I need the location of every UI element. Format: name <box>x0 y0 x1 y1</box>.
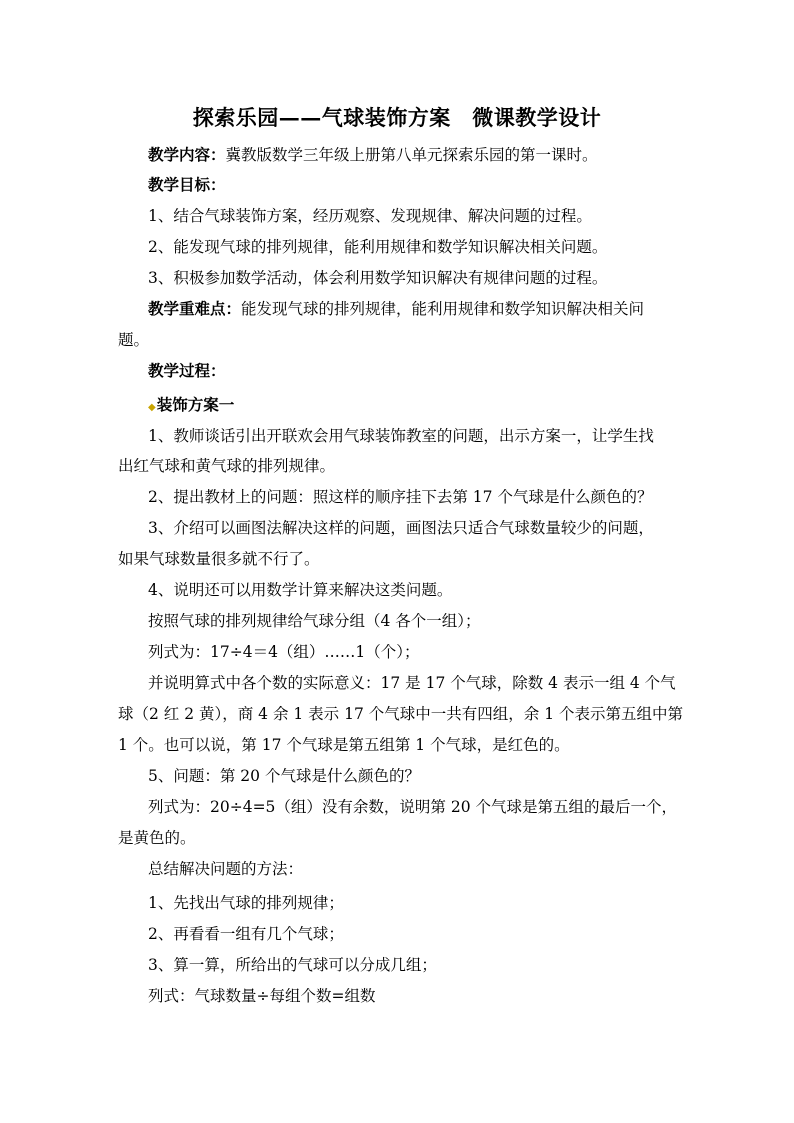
step-2: 2、提出教材上的问题：照这样的顺序挂下去第 17 个气球是什么颜色的？ <box>148 488 653 506</box>
step-3-line-1: 3、介绍可以画图法解决这样的问题，画图法只适合气球数量较少的问题， <box>148 519 654 537</box>
summary-formula: 列式：气球数量÷每组个数=组数 <box>148 987 376 1005</box>
step-3-line-2: 如果气球数量很多就不行了。 <box>118 550 320 568</box>
step-1-line-2: 出红气球和黄气球的排列规律。 <box>118 457 336 475</box>
explanation-line-3: 1 个。也可以说，第 17 个气球是第五组第 1 个气球，是红色的。 <box>118 736 570 754</box>
teaching-content-line <box>148 145 598 165</box>
plan-one-heading <box>148 395 234 418</box>
teaching-process-heading: 教学过程： <box>148 361 226 380</box>
formula-1: 列式为：17÷4＝4（组）……1（个）； <box>148 643 420 661</box>
diamond-bullet-icon: ◆ <box>148 402 156 413</box>
formula-2-line-1: 列式为：20÷4=5（组）没有余数，说明第 20 个气球是第五组的最后一个， <box>148 798 678 816</box>
plan-one-title: 装饰方案一 <box>156 395 235 414</box>
goal-item-3: 3、积极参加数学活动，体会利用数学知识解决有规律问题的过程。 <box>148 269 608 287</box>
explanation-line-2: 球（2 红 2 黄），商 4 余 1 表示 17 个气球中一共有四组，余 1 个表示第五组中第 <box>118 705 683 723</box>
teaching-goals-heading: 教学目标： <box>148 175 226 194</box>
explanation-line-1: 并说明算式中各个数的实际意义：17 是 17 个气球，除数 4 表示一组 4 个气 <box>148 674 676 692</box>
step-1-line-1: 1、教师谈话引出开联欢会用气球装饰教室的问题，出示方案一，让学生找 <box>148 427 654 445</box>
key-points-label: 教学重难点： <box>148 299 242 318</box>
key-points-text: 能发现气球的排列规律，能利用规律和数学知识解决相关问 <box>241 300 645 318</box>
summary-heading: 总结解决问题的方法： <box>148 860 304 878</box>
summary-item-2: 2、再看看一组有几个气球； <box>148 925 344 943</box>
key-points-line <box>148 299 644 319</box>
goal-item-2: 2、能发现气球的排列规律，能利用规律和数学知识解决相关问题。 <box>148 238 608 256</box>
step-4: 4、说明还可以用数学计算来解决这类问题。 <box>148 581 453 599</box>
step-5: 5、问题：第 20 个气球是什么颜色的？ <box>148 767 420 785</box>
teaching-content-label: 教学内容： <box>148 145 226 164</box>
goal-item-1: 1、结合气球装饰方案，经历观察、发现规律、解决问题的过程。 <box>148 207 592 225</box>
summary-item-1: 1、先找出气球的排列规律； <box>148 894 344 912</box>
document-title: 探索乐园——气球装饰方案 微课教学设计 <box>192 105 602 130</box>
summary-item-3: 3、算一算，所给出的气球可以分成几组； <box>148 956 437 974</box>
grouping-text: 按照气球的排列规律给气球分组（4 各个一组）； <box>148 612 481 630</box>
key-points-continuation: 题。 <box>118 331 150 349</box>
formula-2-line-2: 是黄色的。 <box>118 829 196 847</box>
teaching-content-text: 冀教版数学三年级上册第八单元探索乐园的第一课时。 <box>225 146 598 164</box>
